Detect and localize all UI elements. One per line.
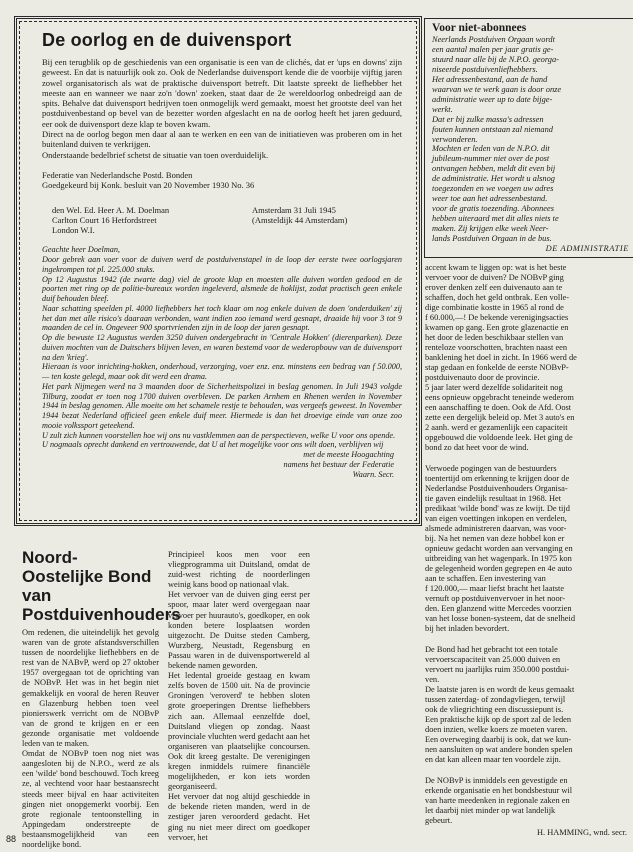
letter-paragraph: Naar schatting speelden pl. 4000 liefhebbers het toch klaar om nog enkele duiven de doen 'onderduiken' zij het dan met alle risico's daaraan verbonden, want indien zoo iemand werd gesnapt, draaide hij voor 3 tot 9 maanden de cel in. Ongeveer 900 sportvrienden zijn in de loop der jaren gesnapt. xyxy=(42,303,402,333)
letter-signature xyxy=(42,450,402,479)
letter-paragraph: U zult zich kunnen voorstellen hoe wij ons nu vastklemmen aan de perspectieven, welke U voor ons opende. xyxy=(42,430,396,440)
article-title: De oorlog en de duivensport xyxy=(42,30,292,50)
notice-title: Voor niet-abonnees xyxy=(432,22,527,34)
article-frame-inner xyxy=(19,21,417,521)
right-column xyxy=(425,263,633,843)
begging-letter xyxy=(42,245,402,450)
signature-line: met de meeste Hoogachting xyxy=(303,450,394,460)
goedgekeurd-line: Goedgekeurd bij Konk. besluit van 20 November 1930 No. 36 xyxy=(42,180,255,191)
author-signature: H. HAMMING, wnd. secr. xyxy=(536,828,627,837)
article-intro-2: Direct na de oorlog begon men daar al aan te werken en een van de initiatieven was proberen om in het buitenland duiven te verkrijgen. xyxy=(42,129,402,150)
nob-article-column-1: Om redenen, die uiteindelijk het gevolg waren van de grote afstandsverschillen tussen de noordelijke liefhebbers en de rest van de NABvP, werd op 27 oktober 1957 overgegaan tot de oprichting van de NOBvP. Het was in het begin niet gemakkelijk en vooral de heren Reuver en Glazenburg hebben toen veel pionierswerk verricht om de NOBvP van de grond te krijgen en er een gezonde organisatie met voldoende leden van te maken. Omdat de NOBvP toen nog niet was aangesloten bij de N.P.O., werd ze als een 'wilde' bond beschouwd. Toch kreeg ze, al vechtend voor haar bestaansrecht steeds meer bijval en haar activiteiten gingen niet onopgemerkt voorbij. Een grote regionale tentoonstelling in Appingedam onderstreepte de bestaansmogelijkheid van een noordelijke bond. xyxy=(22,628,159,849)
letter-addresses xyxy=(42,205,402,236)
federatie-name: Federatie van Nederlandsche Postd. Bonden xyxy=(42,169,193,180)
nob-article-title: Noord-Oostelijke Bond van Postduivenhouders xyxy=(22,548,181,624)
address-sender xyxy=(252,205,402,236)
signature-line: Waarn. Secr. xyxy=(352,469,394,479)
notice-text: Neerlands Postduiven Orgaan wordt een aantal malen per jaar gratis ge- stuurd naar alle bij de N.P.O. georga- niseerde postduivenliefhebbers. Het adressenbestand, aan de hand waarvan we te werk gaan is door onze administratie weer up to date bijge- werkt. Dat er bij zulke massa's adressen fouten kunnen ontstaan zal niemand verwonderen. Mochten er leden van de N.P.O. dit jubileum-nummer niet over de post ontvangen hebben, meldt dit even bij de administratie. Het wordt u alsnog toegezonden en we voegen uw adres weer toe aan het adressenbestand. voor de gratis toezending. Abonnees hebben uiteraard met dit alles niets te maken. Zij krijgen elke week Neer- lands Postduiven Orgaan in de bus. xyxy=(432,35,562,244)
subscriber-notice-box xyxy=(424,18,633,258)
address-line: den Wel. Ed. Heer A. M. Doelman xyxy=(52,204,170,215)
page-number: 88 xyxy=(6,834,17,844)
address-line: Carlton Court 16 Hetfordstreet xyxy=(52,214,157,225)
signature-line: namens het bestuur der Federatie xyxy=(283,459,394,469)
letter-salutation: Geachte heer Doelman, xyxy=(42,245,120,255)
letter-paragraph: Op 12 Augustus 1942 (de zwarte dag) viel de groote klap en moesten alle duiven worden gedood en de poorten met ring op de politie-bureaux worden ingeleverd, alsmede de hoklijst, zodat practisch geen enkele duif behouden bleef. xyxy=(42,274,402,304)
address-recipient xyxy=(42,205,252,236)
article-intro-3: Onderstaande bedelbrief schetst de situatie van toen overduidelijk. xyxy=(42,149,269,160)
article-frame xyxy=(14,16,422,526)
letter-paragraph: Het park Nijmegen werd na 3 maanden door de Sicherheitspolizei in beslag genomen. In Juli 1943 volgde Tilburg, zoodat er toen nog 1700 duiven overbleven. De parken Arnhem en Rhenen werden in November 1944 in beslag genomen. Alle moeite om het schamele restje te behouden, was vergeefs geweest. In November 1944 bezat Nederland officieel geen enkele duif meer. Hiermede is dan het droevige einde van onze zoo mooie volkssport geteekend. xyxy=(42,381,402,430)
address-line: Amsterdam 31 Juli 1945 xyxy=(252,204,336,215)
address-line: London W.I. xyxy=(52,225,95,236)
right-paragraph: accent kwam te liggen op: wat is het beste vervoer voor de duiven? De NOBvP ging erover denken zelf een duivenauto aan te schaffen, doch het geld ontbrak. Een volle- dige combinatie kostte in 1965 al rond de f 60.000,—! De bekende verenigingsacties kwamen op gang. Een grote glazenactie en het door de leden beschikbaar stellen van renteloze voorschotten, brachten naast een banklening het doel in zicht. In 1966 werd de stap gedaan en fonkelde de eerste NOBvP- postduivenauto door de provincie. 5 jaar later werd dezelfde solidariteit nog eens opnieuw opgebracht teneinde wederom een aanschaffing te doen. Ook de Afd. Oost zette een dergelijk beleid op. Met 3 auto's en 2 aanh. werd er gezamenlijk een capaciteit opgebouwd die voldoende leek. Het ging de bond zo dat heet voor de wind. xyxy=(425,263,577,452)
letter-paragraph: U nogmaals oprecht dankend en vertrouwende, dat U al het mogelijke voor ons wilt doen, verblijven wij xyxy=(42,440,384,450)
notice-signature: DE ADMINISTRATIE xyxy=(545,244,629,254)
right-paragraph: Verwoede pogingen van de bestuurders toentertijd om erkenning te krijgen door de Nederlandse Postduivenhouders Organisa- tie gaven eindelijk resultaat in 1968. Het predikaat 'wilde bond' was ze kwijt. De tijd van eigen voettingen inkopen en verdelen, alsmede administreren daarvan, was voor- bij. Na het nemen van deze hobbel kon er opnieuw gedacht worden aan vervanging en uitbreiding van het wagenpark. In 1975 kon de gelegenheid worden gegrepen en 4e auto aan te schaffen. Een investering van f 120.000,— maar liefst bracht het laatste vernuft op postduivenvervoer in het noor- den. Een glanzend witte Mercedes voorzien van het losse bonen-systeem, dat de snelheid bij het inladen bevordert. xyxy=(425,464,576,633)
right-paragraph: De NOBvP is inmiddels een gevestigde en erkende organisatie en het bondsbestuur wil van harte meedenken in regionale zaken en let daarbij niet minder op wat landelijk gebeurt. xyxy=(425,776,573,825)
nob-article-column-2: Principieel koos men voor een vliegprogramma uit Duitsland, omdat de zuid-west richting de noorderlingen weinig kans bood op nationaal vlak. Het vervoer van de duiven ging eerst per spoor, maar later werd overgegaan naar vervoer per huurauto's, goedkoper, en ook konden betere losplaatsen worden uitgezocht. De Duitse steden Camberg, Wurzberg, Neustadt, Regensburg en Passau waren in de duivensportwereld al bekende namen geworden. Het ledental groeide gestaag en kwam zelfs boven de 1500 uit. Na de provincie Groningen 'veroverd' te hebben sloten grote groeperingen Drentse liefhebbers zich aan. Allemaal eenzelfde doel, Duitsland vliegen op zondag. Naast provinciale vluchten werd gedacht aan het organiseren van plaatselijke concoursen. Ook dit kreeg gestalte. De verenigingen kregen inmiddels ruimere financiële mogelijkheden, er kon iets worden georganiseerd. Het vervoer dat nog altijd geschiedde in de bekende rieten manden, werd in de zestiger jaren veroorderd gedacht. Het ging nu niet meer direct om goedkoper vervoer, het xyxy=(168,550,310,842)
letter-paragraph: Door gebrek aan voer voor de duiven werd de postduivenstapel in de loop der eerste twee oorlogsjaren ingekrompen tot pl. 225.000 stuks. xyxy=(42,255,402,274)
letter-paragraph: Op die bewuste 12 Augustus werden 3250 duiven ondergebracht in 'Centrale Hokken' (dierenparken). Deze duiven mochten van de Duitschers blijven leven, en waren bestemd voor de wederopbouw van de duivensport na den 'krieg'. xyxy=(42,333,402,362)
letter-paragraph: Hieraan is voor inrichting-hokken, onderhoud, verzorging, voer enz. enz. minstens een bedrag van f 50.000,— ten koste gelegd, maar ook dit werd een drama. xyxy=(42,362,402,382)
right-paragraph: De Bond had het gebracht tot een totale vervoerscapaciteit van 25.000 duiven en vervoert nu jaarlijks ruim 350.000 postdui- ven. De laatste jaren is en wordt de keus gemaakt tussen zaterdag- of zondagvliegen, terwijl ook de vliegrichting een discussiepunt is. Een praktische kijk op de sport zal de leden doen inzien, welke koers ze moeten varen. Een overweging daarbij is ook, dat we kun- nen aansluiten op wat andere bonden spelen en dat kan alleen maar ten voordele zijn. xyxy=(425,645,575,764)
article-intro: Bij een terugblik op de geschiedenis van een organisatie is een van de clichés, dat er 'ups en downs' zijn geweest. En dat is natuurlijk ook zo. Ook de Nederlandse duivensport kende die de voorbije vijftig jaren zowel organisatorisch als wat de praktische duivensport betreft. Dit laatste spreekt de liefhebber het meeste aan en wanneer we naar zo'n 'down' zoeken, staat daar de 2e wereldoorlog onbedreigd aan de spits. Behalve dat duivensport bedrijven toen onmogelijk werd gemaakt, moest het grootste deel van het postduivenbestand op bevel van de bezetter worden afgeslacht en na de oorlog heeft het jaren geduurd, eer ook de duivensport deze klap te boven kwam. xyxy=(42,57,402,129)
address-line: (Amsteldijk 44 Amsterdam) xyxy=(252,214,348,225)
